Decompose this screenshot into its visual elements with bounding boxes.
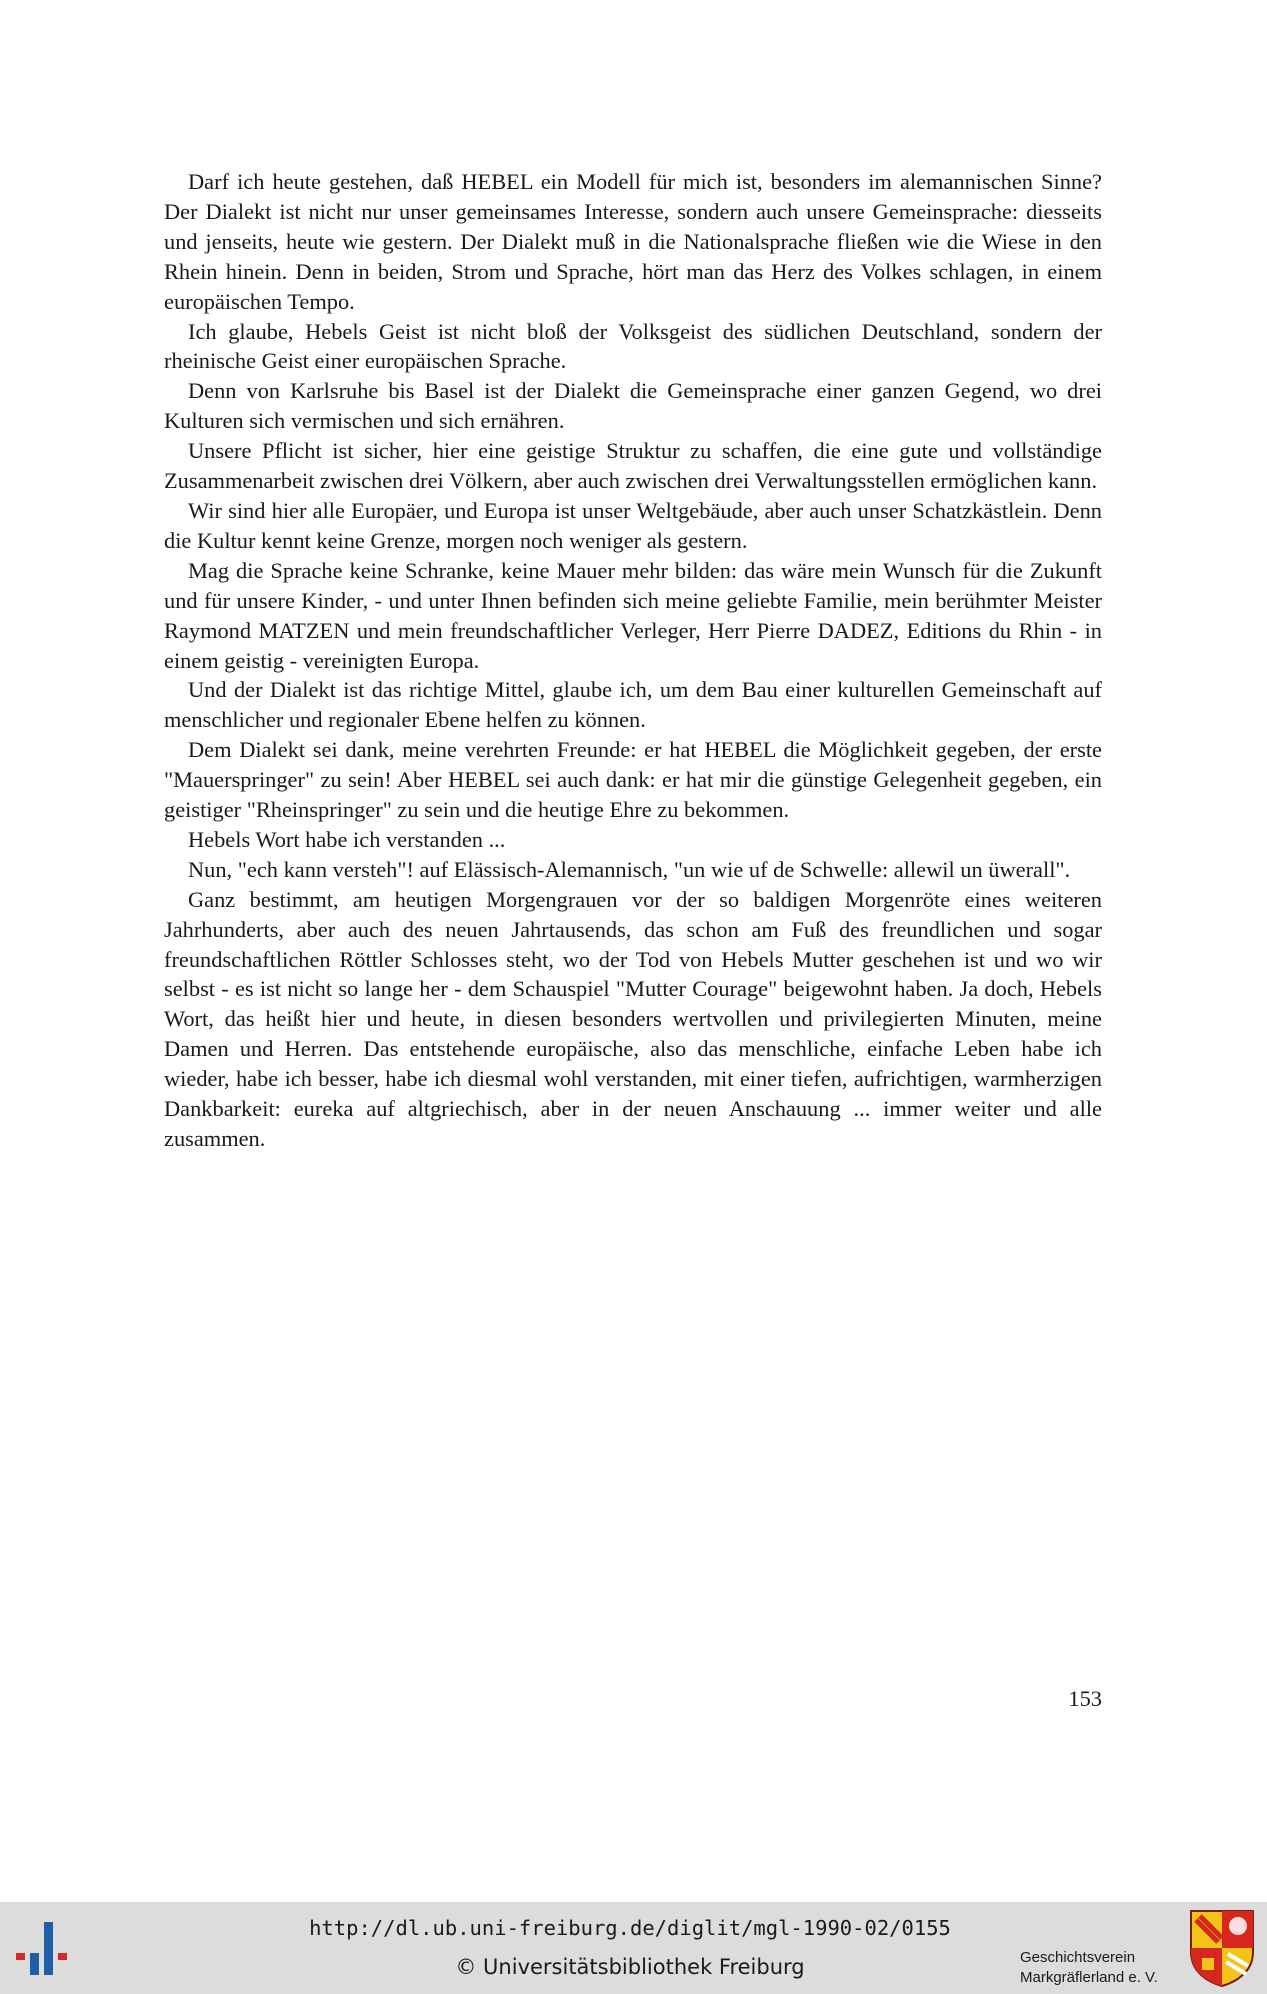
paragraph: Denn von Karlsruhe bis Basel ist der Dialekt die Gemeinsprache einer ganzen Gegend, wo drei Kulturen sich vermischen und sich ernähren. (164, 378, 1102, 434)
paragraph: Hebels Wort habe ich verstanden ... (188, 826, 506, 852)
paragraph: Ganz bestimmt, am heutigen Morgengrauen vor der so baldigen Morgenröte eines weiteren Jahrhunderts, aber auch des neuen Jahrtausends, das schon am Fuß des freundlichen und sogar freundschaftlichen Röttler Schlosses steht, wo der Tod von Hebels Mutter geschehen ist und wo wir selbst - es ist nicht so lange her - dem Schauspiel "Mutter Courage" beigewohnt haben. Ja doch, Hebels Wort, das heißt hier und heute, in diesen besonders wertvollen und privilegierten Minuten, meine Damen und Herren. Das entstehende europäische, also das menschliche, einfache Leben habe ich wieder, habe ich besser, habe ich diesmal wohl verstanden, mit einer tiefen, aufrichtigen, warmherzigen Dankbarkeit: eureka auf altgriechisch, aber in der neuen Anschauung ... immer weiter und alle zusammen. (164, 886, 1102, 1151)
paragraph: Darf ich heute gestehen, daß HEBEL ein Modell für mich ist, besonders im alemannischen Sinne? Der Dialekt ist nicht nur unser gemeinsames Interesse, sondern auch unsere Gemeinsprache: diesseits und jenseits, heute wie gestern. Der Dialekt muß in die Nationalsprache fließen wie die Wiese in den Rhein hinein. Denn in beiden, Strom und Sprache, hört man das Herz des Volkes schlagen, in einem europäischen Tempo. (164, 169, 1102, 314)
paragraph: Dem Dialekt sei dank, meine verehrten Freunde: er hat HEBEL die Möglichkeit gegeben, der erste "Mauerspringer" zu sein! Aber HEBEL sei auch dank: er hat mir die günstige Gelegenheit gegeben, ein geistiger "Rheinspringer" zu sein und die heutige Ehre zu bekommen. (164, 737, 1102, 823)
paragraph: Ich glaube, Hebels Geist ist nicht bloß der Volksgeist des südlichen Deutschland, sondern der rheinische Geist einer europäischen Sprache. (164, 318, 1102, 374)
footer-copyright: © Universitätsbibliothek Freiburg (455, 1955, 805, 1979)
paragraph: Unsere Pflicht ist sicher, hier eine geistige Struktur zu schaffen, die eine gute und vollständige Zusammenarbeit zwischen drei Völkern, aber auch zwischen drei Verwaltungsstellen ermöglichen kann. (164, 438, 1102, 494)
footer-bar (0, 1902, 1267, 1994)
society-name-line2: Markgräflerland e. V. (1020, 1969, 1158, 1986)
page-number: 153 (1068, 1686, 1102, 1711)
paragraph: Wir sind hier alle Europäer, und Europa ist unser Weltgebäude, aber auch unser Schatzkästlein. Denn die Kultur kennt keine Grenze, morgen noch weniger als gestern. (164, 497, 1102, 553)
society-name-line1: Geschichtsverein (1020, 1949, 1136, 1966)
paragraph: Und der Dialekt ist das richtige Mittel, glaube ich, um dem Bau einer kulturellen Gemeinschaft auf menschlicher und regionaler Ebene helfen zu können. (164, 677, 1102, 733)
coat-of-arms-icon[interactable] (1188, 1908, 1256, 1988)
paragraph: Mag die Sprache keine Schranke, keine Mauer mehr bilden: das wäre mein Wunsch für die Zukunft und für unsere Kinder, - und unter Ihnen befinden sich meine geliebte Familie, mein berühmter Meister Raymond MATZEN und mein freundschaftlicher Verleger, Herr Pierre DADEZ, Editions du Rhin - in einem geistig - vereinigten Europa. (164, 557, 1102, 673)
paragraph: Nun, "ech kann versteh"! auf Elässisch-Alemannisch, "un wie uf de Schwelle: allewil un üwerall". (188, 856, 1071, 882)
society-name (1020, 1948, 1180, 1988)
footer-url-link[interactable]: http://dl.ub.uni-freiburg.de/diglit/mgl-1990-02/0155 (309, 1916, 951, 1940)
ub-freiburg-logo-icon[interactable] (14, 1916, 80, 1982)
body-text (164, 167, 1102, 1154)
